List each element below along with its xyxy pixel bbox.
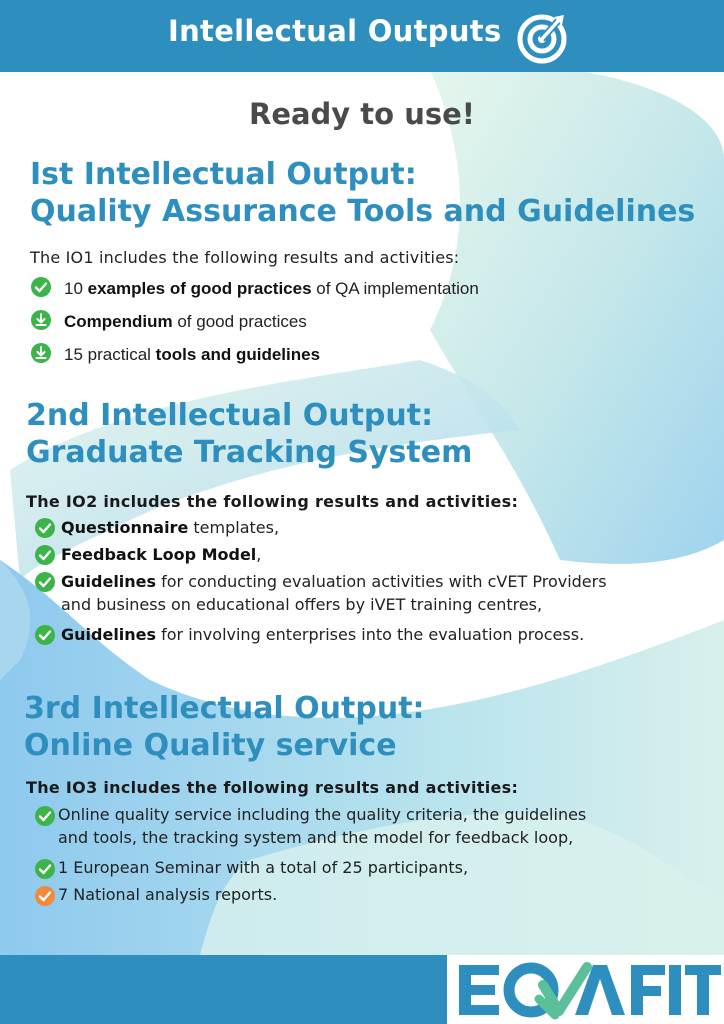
check-circle-icon	[34, 624, 56, 646]
check-circle-icon	[30, 276, 52, 298]
io3-item-1-text: Online quality service including the quality criteria, the guidelines	[58, 805, 587, 824]
check-circle-orange-icon	[34, 885, 56, 907]
io1-item-3	[64, 343, 320, 366]
ready-heading: Ready to use!	[248, 97, 475, 131]
check-circle-icon	[34, 805, 56, 827]
io2-item-3-post: for conducting evaluation activities with cVET Providers	[156, 572, 607, 591]
io3-item-3: 7 National analysis reports.	[58, 885, 278, 904]
io1-item-2-bold: Compendium	[64, 312, 173, 331]
eqafit-logo	[447, 955, 724, 1024]
io1-title-line2: Quality Assurance Tools and Guidelines	[30, 194, 696, 229]
io2-item-4-post: for involving enterprises into the evaluation process.	[156, 625, 585, 644]
io1-item-2-post: of good practices	[172, 312, 307, 331]
io2-item-4	[61, 623, 584, 646]
io2-title-line1: 2nd Intellectual Output:	[26, 398, 434, 433]
io1-title-line1: Ist Intellectual Output:	[30, 157, 417, 192]
io1-item-3-pre: 15 practical	[64, 345, 156, 364]
io2-title-line2: Graduate Tracking System	[26, 435, 473, 470]
io2-title	[26, 397, 472, 471]
check-circle-icon	[34, 517, 56, 539]
header-title: Intellectual Outputs	[168, 14, 502, 48]
io2-item-2-bold: Feedback Loop Model	[61, 545, 257, 564]
io3-title-line2: Online Quality service	[24, 728, 397, 763]
io3-item-1-line2: and tools, the tracking system and the model for feedback loop,	[58, 828, 574, 847]
download-circle-icon	[30, 309, 52, 331]
io3-item-1	[58, 803, 586, 849]
io1-title	[30, 156, 695, 230]
io2-item-4-bold: Guidelines	[61, 625, 157, 644]
io1-item-1-pre: 10	[64, 279, 88, 298]
check-circle-icon	[34, 858, 56, 880]
io2-item-3-line2: and business on educational offers by iVET training centres,	[61, 595, 543, 614]
io3-title	[24, 690, 425, 764]
io2-item-2-post: ,	[256, 545, 262, 564]
io1-item-1-bold: examples of good practices	[87, 279, 312, 298]
io2-item-1	[61, 516, 279, 539]
io2-item-3	[61, 570, 607, 616]
io2-item-1-post: templates,	[188, 518, 280, 537]
io3-item-2: 1 European Seminar with a total of 25 participants,	[58, 858, 469, 877]
io2-item-3-bold: Guidelines	[61, 572, 157, 591]
io2-item-2	[61, 543, 261, 566]
io1-item-1-post: of QA implementation	[311, 279, 479, 298]
eqafit-logo-mark	[447, 955, 724, 1024]
check-circle-icon	[34, 544, 56, 566]
io2-item-1-bold: Questionnaire	[61, 518, 189, 537]
io1-item-3-bold: tools and guidelines	[155, 345, 321, 364]
io3-title-line1: 3rd Intellectual Output:	[24, 691, 425, 726]
io1-item-2	[64, 310, 307, 333]
io1-item-1	[64, 277, 479, 300]
io1-intro: The IO1 includes the following results and activities:	[30, 248, 460, 267]
download-circle-icon	[30, 342, 52, 364]
io2-intro: The IO2 includes the following results and activities:	[26, 492, 519, 511]
io3-intro: The IO3 includes the following results and activities:	[26, 778, 519, 797]
check-circle-icon	[34, 571, 56, 593]
